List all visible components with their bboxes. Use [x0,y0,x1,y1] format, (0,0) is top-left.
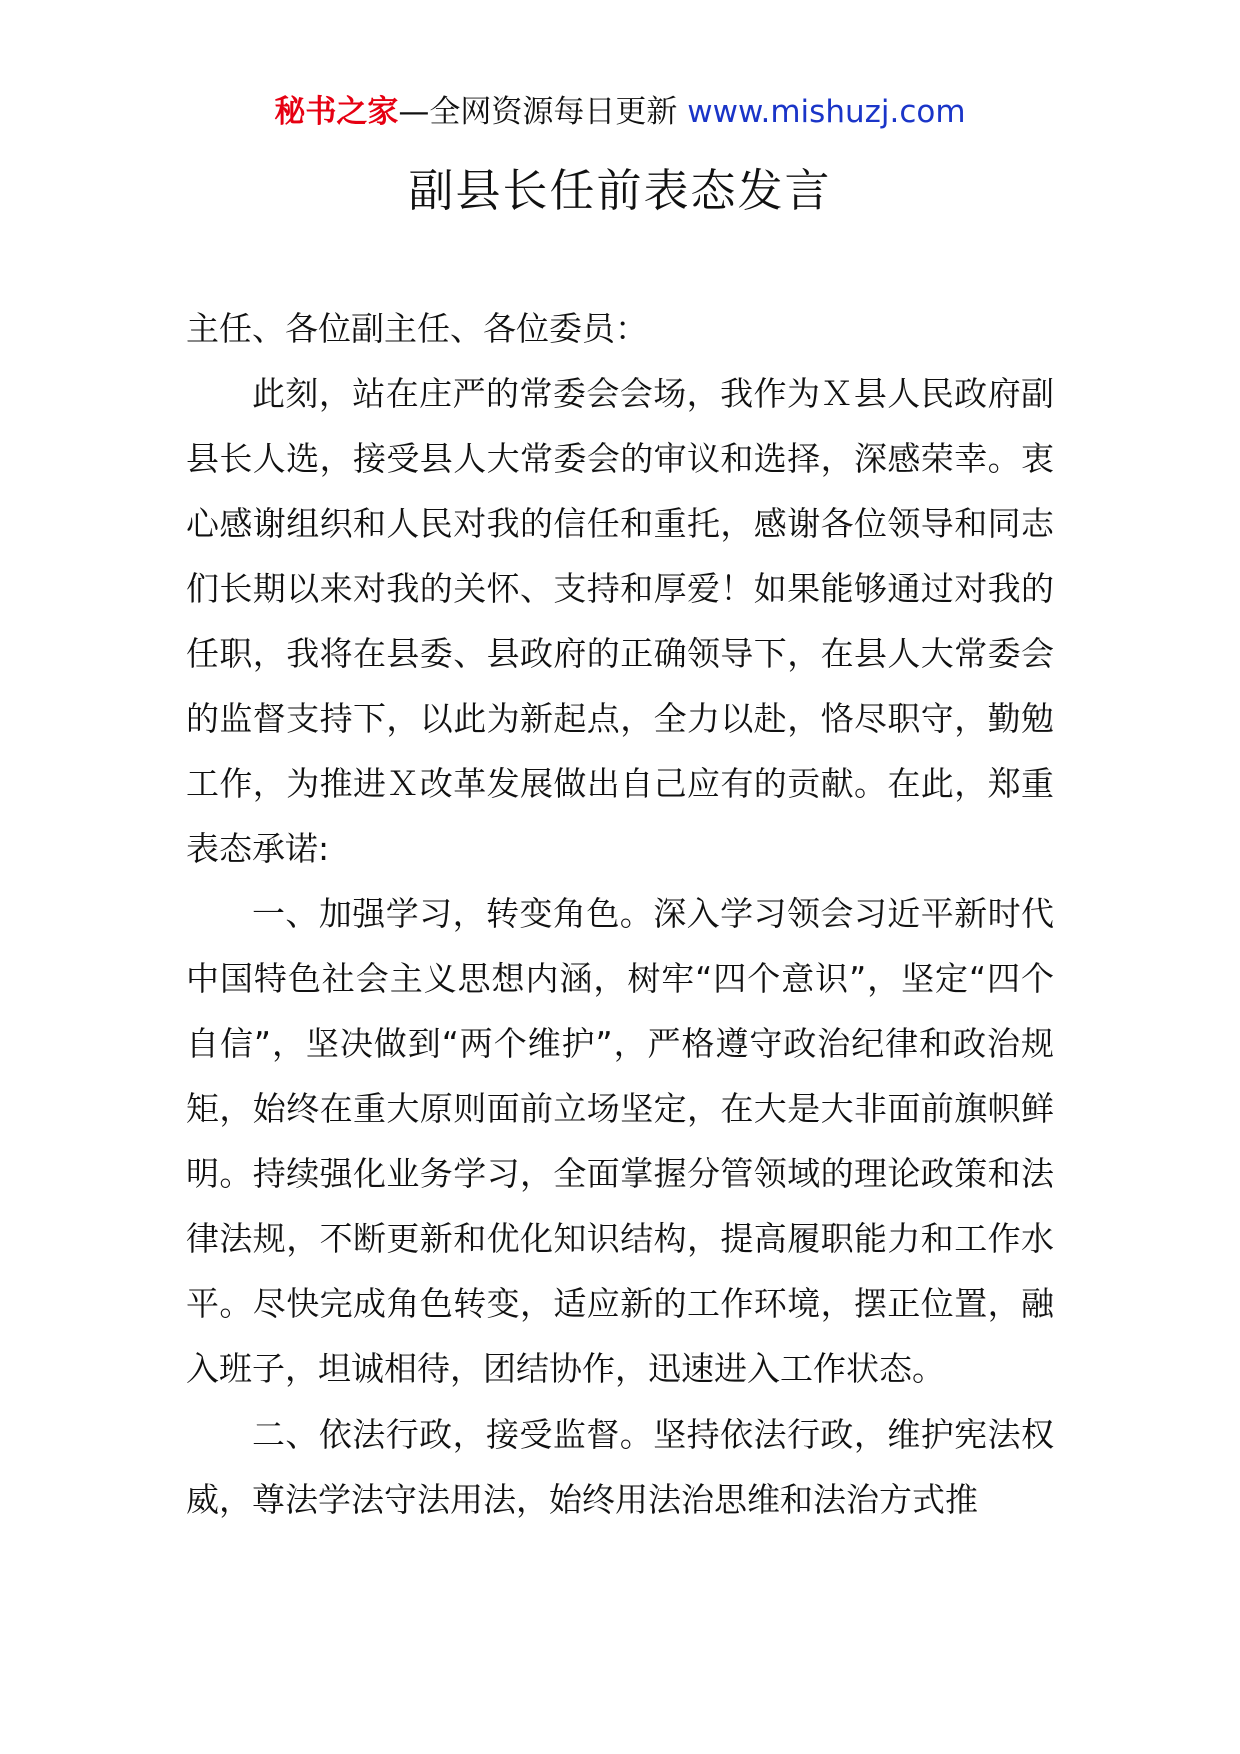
paragraph-intro: 此刻，站在庄严的常委会会场，我作为Ｘ县人民政府副县长人选，接受县人大常委会的审议和选择，深感荣幸。衷心感谢组织和人民对我的信任和重托，感谢各位领导和同志们长期以来对我的关怀、支持和厚爱！如果能够通过对我的任职，我将在县委、县政府的正确领导下，在县人大常委会的监督支持下，以此为新起点，全力以赴，恪尽职守，勤勉工作，为推进Ｘ改革发展做出自己应有的贡献。在此，郑重表态承诺: [186,374,1054,868]
paragraph-point-2: 二、依法行政，接受监督。坚持依法行政，维护宪法权威，尊法学法守法用法，始终用法治思维和法治方式推 [186,1415,1054,1519]
paragraph-point-1: 一、加强学习，转变角色。深入学习领会习近平新时代中国特色社会主义思想内涵，树牢“四个意识”，坚定“四个自信”，坚决做到“两个维护”，严格遵守政治纪律和政治规矩，始终在重大原则面前立场坚定，在大是大非面前旗帜鲜明。持续强化业务学习，全面掌握分管领域的理论政策和法律法规，不断更新和优化知识结构，提高履职能力和工作水平。尽快完成角色转变，适应新的工作环境，摆正位置，融入班子，坦诚相待，团结协作，迅速进入工作状态。 [186,894,1054,1388]
site-header [0,92,1240,132]
site-tagline: —全网资源每日更新 [398,94,678,130]
salutation: 主任、各位副主任、各位委员： [186,309,648,348]
document-title: 副县长任前表态发言 [408,164,832,217]
document-body [186,296,1054,1532]
site-brand: 秘书之家 [274,94,399,130]
site-url-link[interactable]: www.mishuzj.com [687,94,966,130]
